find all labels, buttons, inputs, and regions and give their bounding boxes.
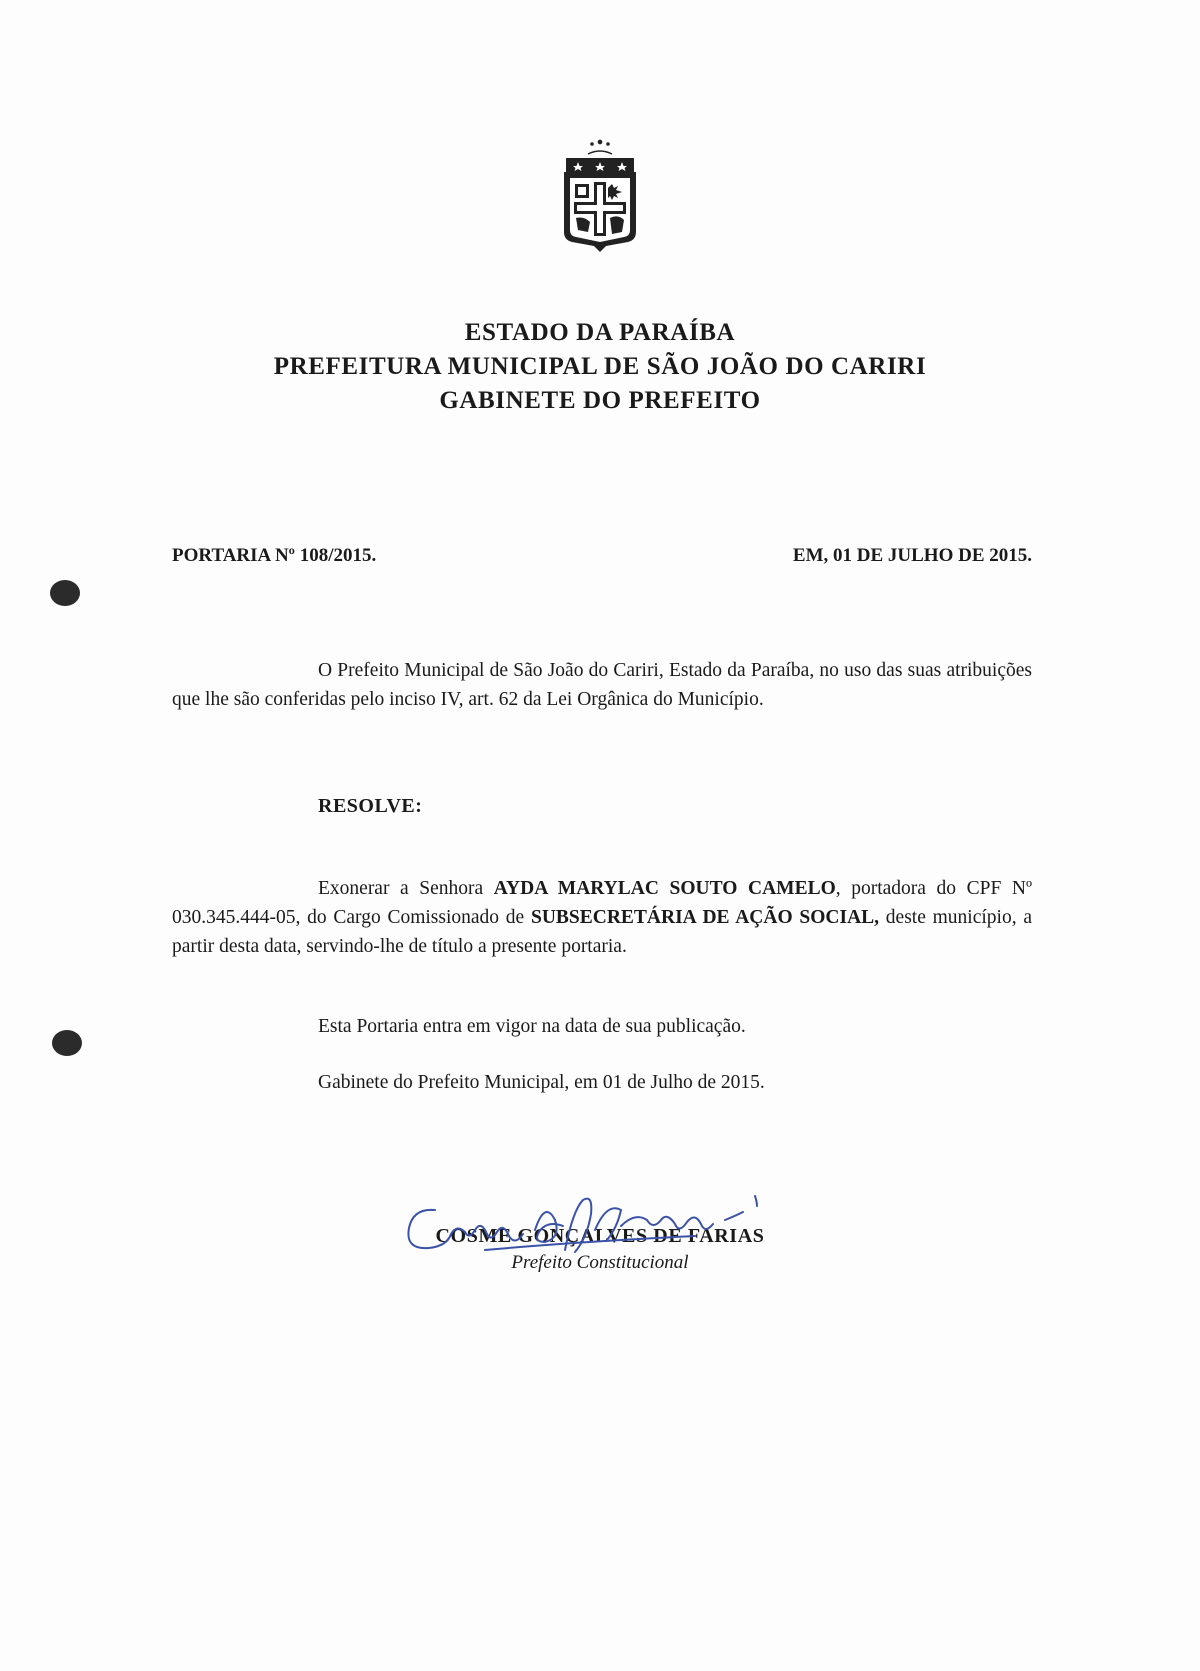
punch-hole: [52, 1030, 82, 1056]
decision-text-1: Exonerar a Senhora: [318, 878, 494, 899]
portaria-number: PORTARIA Nº 108/2015.: [172, 545, 377, 566]
decision-paragraph: [172, 874, 1032, 961]
header-office: GABINETE DO PREFEITO: [439, 387, 761, 414]
preamble-paragraph: O Prefeito Municipal de São João do Cariri, Estado da Paraíba, no uso das suas atribuições que lhe são conferidas pelo inciso IV, art. 62 da Lei Orgânica do Município.: [172, 660, 1032, 710]
document-header: [0, 316, 1200, 418]
header-state: ESTADO DA PARAÍBA: [464, 319, 736, 346]
closing-paragraph: Gabinete do Prefeito Municipal, em 01 de Julho de 2015.: [318, 1072, 765, 1093]
municipal-coat-of-arms-icon: [558, 136, 642, 254]
effect-paragraph: Esta Portaria entra em vigor na data de sua publicação.: [318, 1016, 746, 1037]
position-title: SUBSECRETÁRIA DE AÇÃO SOCIAL,: [530, 907, 880, 928]
handwritten-signature-icon: [395, 1190, 785, 1270]
decision-text-2: , portadora do CPF Nº 030.345.444-05, do Cargo Comissionado de: [172, 878, 1032, 928]
decision-text-3: deste município, a partir desta data, servindo-lhe de título a presente portaria.: [172, 907, 1032, 957]
resolve-label: RESOLVE:: [318, 795, 423, 817]
punch-hole: [50, 580, 80, 606]
portaria-date: EM, 01 DE JULHO DE 2015.: [792, 545, 1032, 566]
employee-name: AYDA MARYLAC SOUTO CAMELO: [493, 878, 836, 899]
signer-role: Prefeito Constitucional: [511, 1252, 689, 1273]
header-municipality: PREFEITURA MUNICIPAL DE SÃO JOÃO DO CARIRI: [273, 353, 927, 380]
signer-name: COSME GONÇALVES DE FARIAS: [435, 1225, 765, 1247]
